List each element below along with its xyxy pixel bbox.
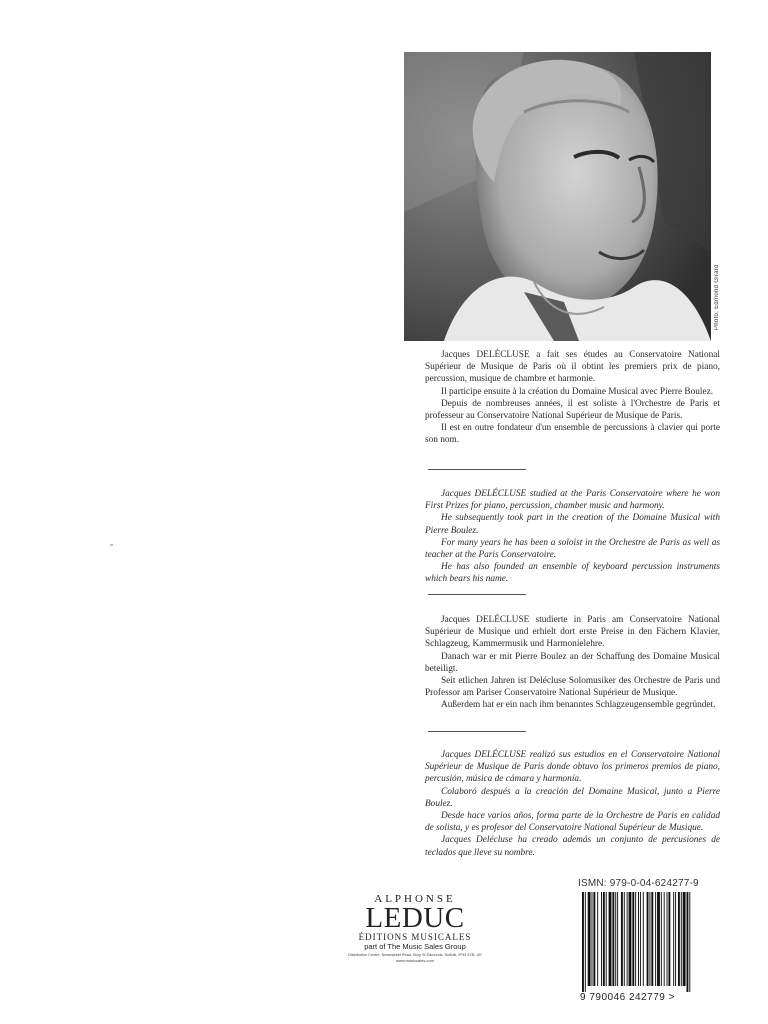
barcode-bar xyxy=(649,892,650,986)
german-paragraph: Seit etlichen Jahren ist Delécluse Solomusiker des Orchestre de Paris und Professor am Pariser Conservatoire National Supérieur de Musique. xyxy=(425,676,720,699)
publisher-website: www.musicsales.com xyxy=(395,958,434,963)
portrait-photo xyxy=(404,52,711,341)
barcode-bar xyxy=(632,892,634,986)
barcode-bar xyxy=(582,892,584,992)
spanish-paragraph: Jacques Delécluse ha creado además un conjunto de percusiones de teclados que lleve su nombre. xyxy=(425,835,720,858)
barcode-bar xyxy=(643,892,644,986)
publisher-group: part of The Music Sales Group xyxy=(364,942,466,951)
barcode-bar xyxy=(640,892,641,986)
portrait-illustration xyxy=(404,52,711,341)
spanish-paragraph: Jacques DELÉCLUSE realizó sus estudios en el Conservatoire National Supérieur de Musique de Paris donde obtuvo los primeros premios de piano, percusión, música de cámara y harmonía. xyxy=(425,750,720,785)
barcode xyxy=(582,892,720,992)
publisher-logo xyxy=(328,893,502,963)
german-paragraph: Jacques DELÉCLUSE studierte in Paris am Conservatoire National Supérieur de Musique und erhielt dort erste Preise in den Fächern Klavier, Schlagzeug, Kammermusik und Harmonielehre. xyxy=(425,615,720,650)
english-paragraph: Jacques DELÉCLUSE studied at the Paris Conservatoire where he won First Prizes for piano, percussion, chamber music and harmony. xyxy=(425,489,720,512)
barcode-bar xyxy=(689,892,690,992)
publisher-name-line1: ALPHONSE xyxy=(374,893,456,905)
barcode-bar xyxy=(668,892,670,986)
barcode-bar xyxy=(629,892,632,986)
barcode-bar xyxy=(606,892,607,986)
barcode-bar xyxy=(683,892,686,986)
publisher-distribution: Distribution Centre, Newmarket Road, Bury St Edmunds, Suffolk, IP33 3YB, UK xyxy=(348,953,482,957)
barcode-bar xyxy=(638,892,639,986)
barcode-bar xyxy=(675,892,676,986)
publisher-name-line2: LEDUC xyxy=(365,902,465,934)
french-paragraph: Jacques DELÉCLUSE a fait ses études au Conservatoire National Supérieur de Musique de Paris où il obtint les premiers prix de piano, percussion, musique de chambre et harmonie. xyxy=(425,350,720,385)
barcode-bar xyxy=(627,892,628,986)
german-paragraph: Danach war er mit Pierre Boulez an der Schaffung des Domaine Musical beteiligt. xyxy=(425,651,720,674)
barcode-bar xyxy=(647,892,649,986)
barcode-bar xyxy=(667,892,668,986)
spanish-paragraph: Desde hace varios años, forma parte de la Orchestre de Paris en calidad de solista, y es profesor del Conservatoire National Supérieur de Musique. xyxy=(425,811,720,834)
section-divider xyxy=(428,469,526,470)
spanish-biography xyxy=(425,749,720,859)
barcode-digits: 9 790046 242779 > xyxy=(580,992,675,1003)
english-paragraph: He subsequently took part in the creation of the Domaine Musical with Pierre Boulez. xyxy=(425,513,720,536)
barcode-bar xyxy=(651,892,653,986)
french-paragraph: Il participe ensuite à la création du Domaine Musical avec Pierre Boulez. xyxy=(441,386,714,397)
barcode-bar xyxy=(624,892,625,986)
french-paragraph: Depuis de nombreuses années, il est soliste à l'Orchestre de Paris et professeur au Conservatoire National Supérieur de Musique de Paris. xyxy=(425,398,720,422)
english-paragraph: For many years he has been a soloist in the Orchestre de Paris as well as teacher at the Paris Conservatoire. xyxy=(425,537,720,561)
english-paragraph: He has also founded an ensemble of keyboard percussion instruments which bears his name. xyxy=(425,562,720,585)
french-biography xyxy=(425,349,720,447)
barcode-bar xyxy=(657,892,660,986)
barcode-bar xyxy=(655,892,656,986)
paper-speck xyxy=(110,544,113,546)
barcode-bar xyxy=(593,892,595,986)
publisher-name-line3: ÉDITIONS MUSICALES xyxy=(358,932,472,942)
barcode-bar xyxy=(588,892,591,986)
barcode-bar xyxy=(601,892,602,986)
barcode-bar xyxy=(673,892,674,986)
barcode-bar xyxy=(609,892,612,986)
barcode-bar xyxy=(687,892,689,992)
english-biography xyxy=(425,488,720,586)
barcode-bar xyxy=(635,892,636,986)
barcode-bars xyxy=(582,892,720,992)
barcode-bar xyxy=(681,892,682,986)
ismn-label: ISMN: 979-0-04-624277-9 xyxy=(578,878,699,889)
german-paragraph: Außerdem hat er ein nach ihm benanntes Schlagzeugensemble gegründet. xyxy=(441,700,716,711)
barcode-bar xyxy=(621,892,623,986)
barcode-bar xyxy=(592,892,593,986)
barcode-bar xyxy=(664,892,665,986)
photo-credit: Photo: Edmond Girard xyxy=(714,264,720,330)
spanish-paragraph: Colaboró después a la creación del Domaine Musical, junto a Pierre Boulez. xyxy=(425,786,720,809)
barcode-bar xyxy=(661,892,662,986)
barcode-bar xyxy=(585,892,586,992)
barcode-bar xyxy=(603,892,605,986)
section-divider xyxy=(428,594,526,595)
barcode-bar xyxy=(678,892,680,986)
barcode-bar xyxy=(597,892,598,986)
french-paragraph: Il est en outre fondateur d'un ensemble de percussions à clavier qui porte son nom. xyxy=(425,423,720,446)
barcode-bar xyxy=(612,892,614,986)
german-biography xyxy=(425,614,720,712)
section-divider xyxy=(428,731,526,732)
barcode-bar xyxy=(615,892,616,986)
barcode-bar xyxy=(617,892,618,986)
